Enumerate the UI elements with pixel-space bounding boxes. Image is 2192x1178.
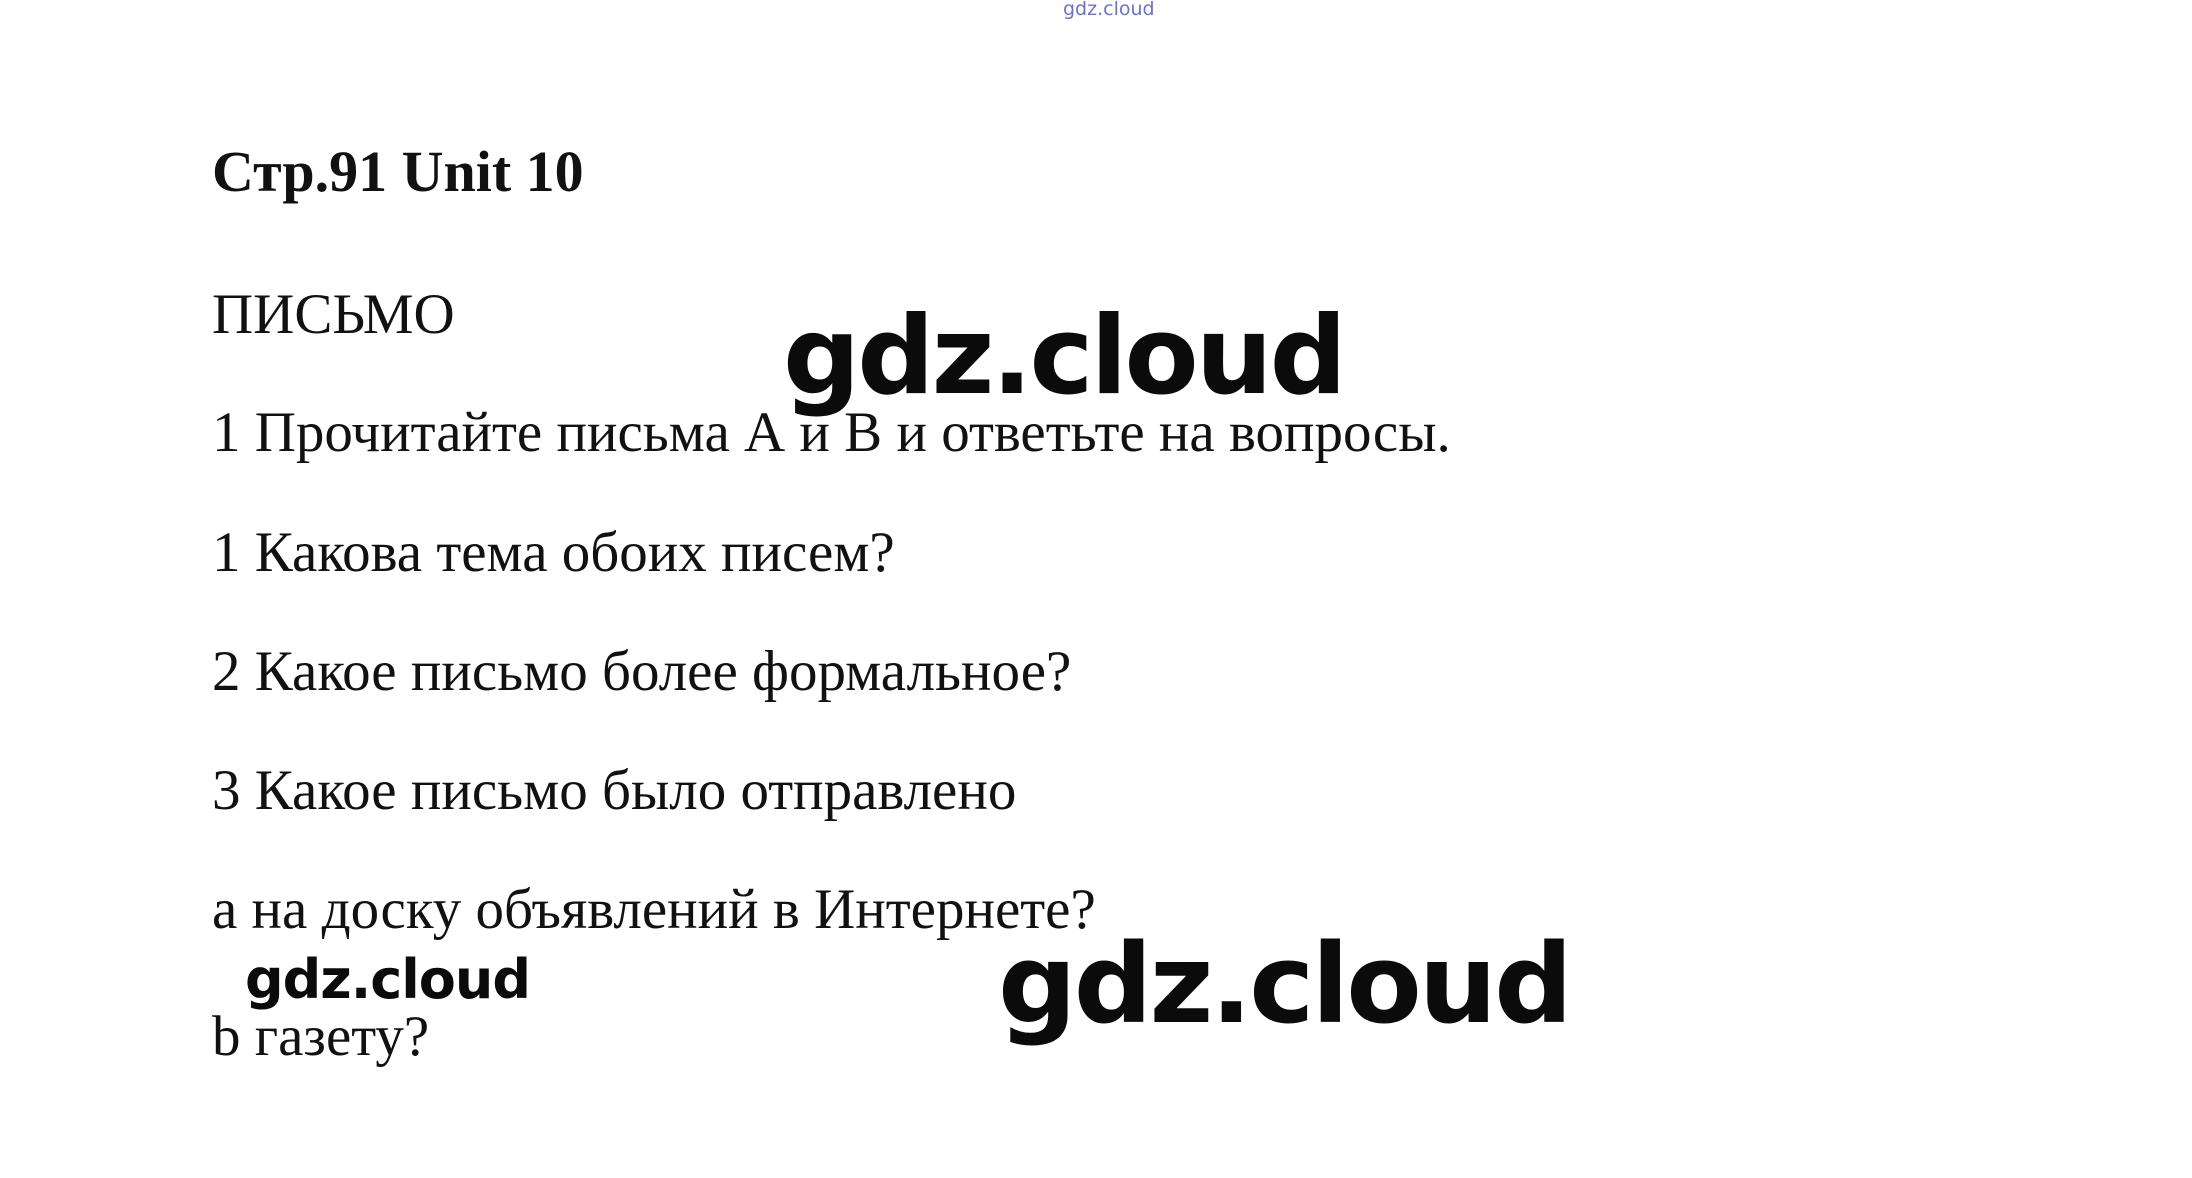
page-title: Стр.91 Unit 10 xyxy=(212,139,584,204)
watermark-large-top: gdz.cloud xyxy=(783,294,1344,419)
section-heading: ПИСЬМО xyxy=(212,283,455,346)
watermark-small-bottom: gdz.cloud xyxy=(245,948,530,1011)
question-3: 3 Какое письмо было отправлено xyxy=(212,759,1017,822)
watermark-large-bottom: gdz.cloud xyxy=(998,920,1570,1048)
question-1: 1 Какова тема обоих писем? xyxy=(212,521,895,584)
question-3-option-a: a на доску объявлений в Интернете? xyxy=(212,878,1096,941)
question-2: 2 Какое письмо более формальное? xyxy=(212,640,1072,703)
task-instruction: 1 Прочитайте письма А и В и ответьте на вопросы. xyxy=(212,401,1451,464)
question-3-option-b: b газету? xyxy=(212,1005,430,1068)
site-watermark-top: gdz.cloud xyxy=(1063,0,1155,20)
